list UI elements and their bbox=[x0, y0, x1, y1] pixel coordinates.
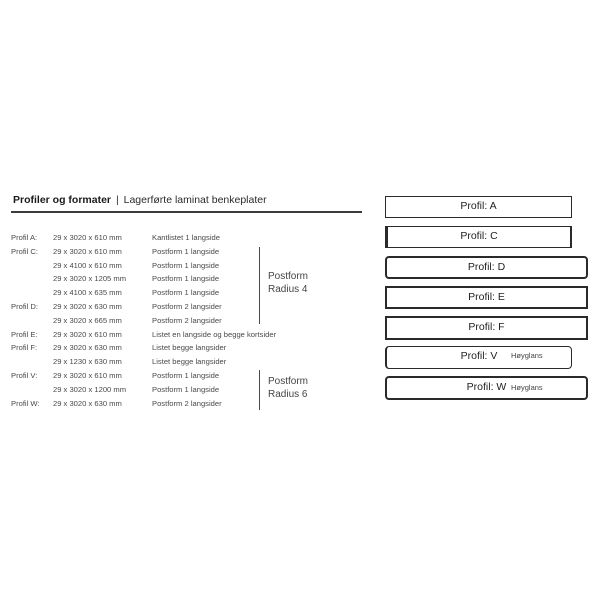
row-size: 29 x 3020 x 1200 mm bbox=[53, 384, 127, 394]
profile-diagram-label: Profil: A bbox=[460, 200, 497, 212]
group-label-line1: Postform bbox=[268, 271, 309, 282]
row-size: 29 x 3020 x 630 mm bbox=[53, 302, 122, 311]
profile-diagram-w bbox=[385, 376, 588, 400]
row-description: Postform 1 langside bbox=[152, 384, 220, 394]
row-description: Listet en langside og begge kortsider bbox=[152, 329, 277, 339]
row-size: 29 x 4100 x 610 mm bbox=[53, 260, 122, 270]
row-label: Profil V: bbox=[11, 371, 38, 380]
row-size: 29 x 4100 x 635 mm bbox=[53, 288, 122, 298]
row-description: Postform 1 langside bbox=[152, 288, 220, 298]
row-description: Listet begge langsider bbox=[152, 357, 227, 367]
row-label: Profil W: bbox=[11, 398, 40, 408]
row-description: Listet begge langsider bbox=[152, 343, 227, 353]
profile-diagram-f bbox=[385, 316, 588, 340]
group-label-line1: Postform bbox=[268, 376, 309, 387]
row-size: 29 x 3020 x 630 mm bbox=[53, 343, 122, 353]
row-description: Postform 1 langside bbox=[152, 260, 220, 270]
heading-rule bbox=[11, 211, 362, 213]
row-label: Profil A: bbox=[11, 233, 38, 242]
row-description: Postform 1 langside bbox=[152, 246, 220, 256]
heading-title: Profiler og formater bbox=[13, 194, 112, 206]
row-label: Profil E: bbox=[11, 329, 38, 339]
finish-tag: Høyglans bbox=[511, 383, 543, 392]
profile-diagram-label: Profil: E bbox=[468, 291, 505, 303]
row-label: Profil D: bbox=[11, 302, 39, 311]
row-description: Postform 2 langsider bbox=[152, 302, 222, 311]
row-label: Profil F: bbox=[11, 343, 38, 353]
row-size: 29 x 3020 x 610 mm bbox=[53, 233, 122, 242]
row-size: 29 x 3020 x 610 mm bbox=[53, 329, 122, 339]
heading-subtitle: Lagerførte laminat benkeplater bbox=[123, 194, 267, 206]
profile-diagram-c bbox=[385, 226, 572, 248]
profile-diagram-a bbox=[385, 196, 572, 218]
group-bracket-line bbox=[259, 370, 260, 410]
row-size: 29 x 3020 x 665 mm bbox=[53, 315, 122, 325]
profile-diagram-label: Profil: V bbox=[460, 350, 498, 362]
row-description: Postform 1 langside bbox=[152, 274, 220, 284]
row-description: Kantlistet 1 langside bbox=[152, 233, 220, 242]
profile-diagram-v bbox=[385, 346, 572, 369]
group-bracket-line bbox=[259, 247, 260, 324]
group-label-radius-6 bbox=[268, 376, 308, 401]
row-size: 29 x 3020 x 610 mm bbox=[53, 246, 122, 256]
row-description: Postform 2 langsider bbox=[152, 315, 222, 325]
row-size: 29 x 1230 x 630 mm bbox=[53, 357, 122, 367]
group-label-line2: Radius 6 bbox=[268, 388, 308, 400]
row-description: Postform 1 langside bbox=[152, 371, 220, 380]
section-heading bbox=[13, 194, 267, 206]
finish-tag: Høyglans bbox=[511, 351, 543, 360]
row-size: 29 x 3020 x 610 mm bbox=[53, 371, 122, 380]
profile-diagram-label: Profil: W bbox=[466, 381, 507, 393]
profile-diagram-label: Profil: D bbox=[467, 261, 506, 273]
profile-diagram-label: Profil: C bbox=[460, 230, 498, 242]
profile-diagram-e bbox=[385, 286, 588, 309]
row-size: 29 x 3020 x 1205 mm bbox=[53, 274, 127, 284]
row-label: Profil C: bbox=[11, 246, 39, 256]
profile-diagram-d bbox=[385, 256, 588, 279]
heading-separator: | bbox=[115, 194, 119, 206]
group-label-radius-4 bbox=[268, 271, 308, 296]
profile-diagram-label: Profil: F bbox=[468, 321, 505, 333]
group-label-line2: Radius 4 bbox=[268, 283, 308, 295]
row-size: 29 x 3020 x 630 mm bbox=[53, 398, 122, 408]
row-description: Postform 2 langsider bbox=[152, 398, 222, 408]
